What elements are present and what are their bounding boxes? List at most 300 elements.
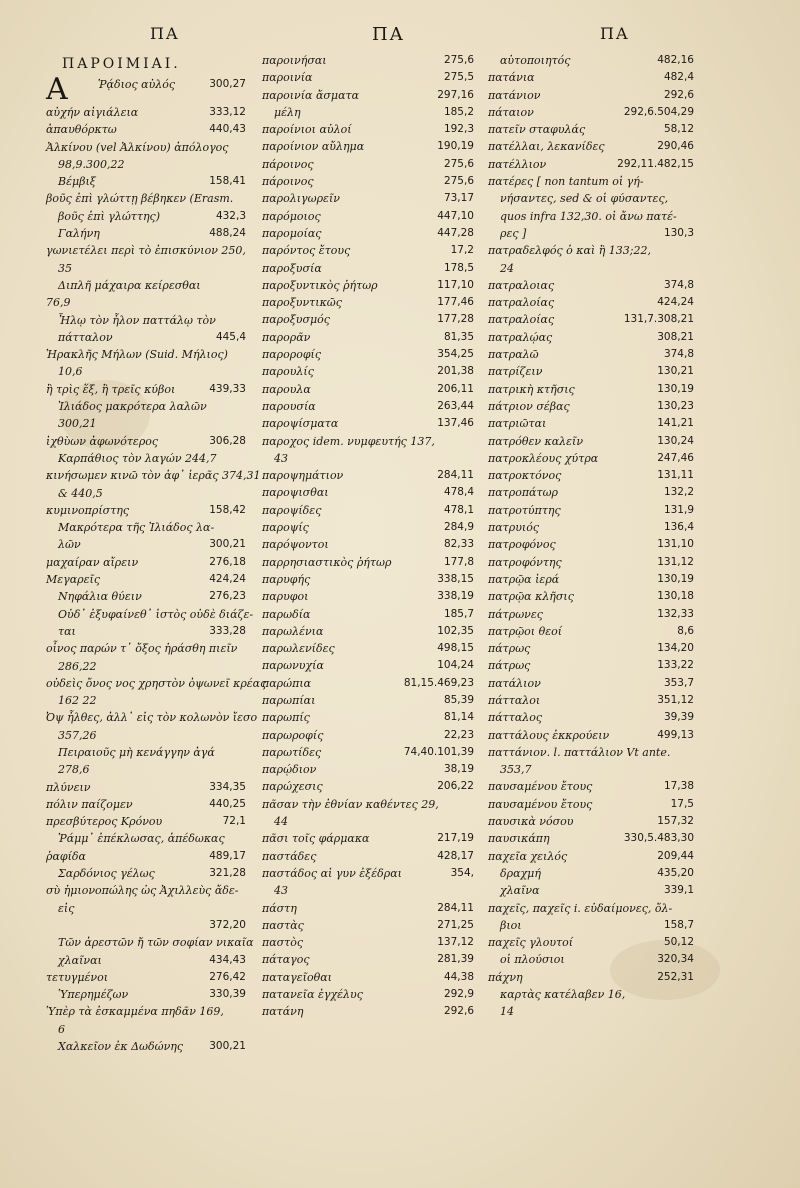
entry-term: Ῥάμμ᾽ ἐπέκλωσας, ἀπέδωκας: [58, 832, 225, 846]
entry-term: παυσαμένου ἔτους: [488, 780, 593, 794]
index-entry: [488, 761, 694, 778]
entry-term: μαχαίραν αἴρειν: [46, 555, 139, 569]
entry-reference: 353,7: [663, 676, 694, 689]
entry-reference: 499,13: [657, 728, 694, 741]
index-entry: [262, 121, 474, 138]
entry-term: παυσικὰ νόσου: [488, 815, 574, 829]
index-entry: [46, 536, 246, 553]
entry-term: νήσαντες, sed & οἱ φύσαντες,: [500, 192, 669, 206]
entry-term: πατραλῴας: [488, 330, 553, 344]
index-entry: [262, 761, 474, 778]
entry-reference: 432,3: [215, 209, 246, 222]
index-entry: [46, 588, 246, 605]
entry-term: πατρόθεν καλεῖν: [488, 434, 584, 448]
entry-term: αὐχήν αἰγιάλεια: [46, 106, 139, 119]
entry-term: καρτὰς κατέλαβεν 16,: [500, 988, 626, 1002]
entry-reference: [240, 1003, 246, 1020]
index-entry: [488, 121, 694, 138]
index-entry: [488, 796, 694, 813]
entry-reference: 209,44: [657, 849, 694, 862]
entry-term: παροψίς: [262, 521, 309, 535]
index-entry: [262, 727, 474, 744]
entry-reference: 130,3: [663, 226, 694, 239]
entry-reference: [240, 398, 246, 415]
entry-term: παροψίδες: [262, 503, 322, 517]
entry-reference: 300,21: [209, 1040, 246, 1053]
entry-term: παροίνιοι αὐλοί: [262, 123, 352, 137]
entry-reference: 17,38: [663, 780, 694, 793]
index-entry: [488, 951, 694, 968]
entry-term: 76,9: [46, 296, 71, 310]
entry-reference: 478,1: [443, 503, 474, 516]
entry-term: παρωδία: [262, 607, 311, 621]
entry-reference: 330,39: [209, 988, 246, 1001]
entry-reference: 81,14: [443, 711, 474, 724]
index-entry: [262, 484, 474, 501]
index-entry: [488, 415, 694, 432]
entry-term: παρωνυχία: [262, 659, 324, 673]
entry-term: πᾶσαν τὴν ἐθνίαν καθέντες 29,: [262, 797, 439, 811]
entry-term: πατροκτόνος: [488, 469, 562, 483]
entry-reference: 85,39: [443, 693, 474, 706]
entry-term: παστάδες: [262, 849, 317, 863]
index-entry: [46, 1021, 246, 1038]
entry-term: πάτρωνες: [488, 607, 543, 621]
entry-reference: 130,24: [657, 434, 694, 447]
index-entry: [262, 208, 474, 225]
index-entry: [46, 744, 246, 761]
entry-reference: 72,1: [222, 815, 246, 828]
entry-term: πατάνιον: [488, 88, 541, 102]
entry-reference: 498,15: [437, 642, 474, 655]
index-entry: [46, 830, 246, 847]
index-entry: [488, 294, 694, 311]
index-entry: [488, 640, 694, 657]
index-entry: [488, 882, 694, 899]
index-entry: [488, 865, 694, 882]
entry-term: παρομοίας: [262, 226, 322, 240]
index-entry: [488, 692, 694, 709]
running-head-center: ΠΑ: [372, 24, 405, 45]
entry-reference: [240, 830, 246, 847]
entry-reference: 130,23: [657, 399, 694, 412]
entry-term: παρουσία: [262, 399, 316, 413]
entry-term: 43: [274, 884, 288, 898]
index-entry: [46, 294, 246, 311]
entry-reference: [240, 658, 246, 675]
entry-term: παροξυσία: [262, 261, 322, 275]
entry-reference: [468, 450, 474, 467]
index-entry: [46, 761, 246, 778]
entry-term: Μεγαρεῖς: [46, 573, 101, 587]
index-entry: [488, 917, 694, 934]
entry-reference: [240, 900, 246, 917]
entry-reference: 424,24: [657, 296, 694, 309]
index-entry: [262, 709, 474, 726]
entry-term: Ἀλκίνου (vel Ἀλκίνου) ἀπόλογος: [46, 140, 229, 154]
entry-term: Ἦλῳ τὸν ἧλον παττάλῳ τὸν: [58, 313, 216, 327]
index-entry: [262, 554, 474, 571]
entry-reference: [468, 796, 474, 813]
index-entry: [488, 571, 694, 588]
entry-reference: 292,11.482,15: [617, 157, 694, 170]
entry-term: πατεῖν σταφυλάς: [488, 123, 586, 137]
index-column-1: [46, 72, 267, 1055]
index-entry: [262, 346, 474, 363]
index-entry: [46, 242, 246, 259]
index-entry: [488, 606, 694, 623]
entry-reference: 482,16: [657, 54, 694, 66]
entry-reference: [240, 450, 246, 467]
entry-reference: [240, 744, 246, 761]
entry-reference: 428,17: [437, 849, 474, 862]
index-entry: [46, 934, 254, 951]
index-entry: [488, 467, 694, 484]
entry-reference: 284,11: [437, 901, 474, 914]
entry-reference: 38,19: [443, 763, 474, 776]
entry-reference: 320,34: [657, 953, 694, 966]
index-entry: [46, 156, 246, 173]
entry-reference: 131,10: [657, 538, 694, 551]
entry-term: παχεῖα χειλός: [488, 849, 568, 863]
entry-term: πατροφόνος: [488, 538, 556, 552]
entry-reference: 58,12: [663, 123, 694, 136]
index-entry: [262, 951, 474, 968]
index-entry: [46, 485, 246, 502]
entry-term: παυσικάπη: [488, 832, 550, 846]
entry-term: ῥαφίδα: [46, 849, 86, 863]
entry-reference: 374,8: [663, 278, 694, 291]
index-entry: [46, 986, 246, 1003]
index-entry: [46, 848, 246, 865]
section-title: ΠΑΡΟΙΜΙΑΙ.: [62, 56, 181, 72]
entry-reference: 134,20: [657, 642, 694, 655]
entry-term: πάτρως: [488, 659, 531, 673]
index-entry: [46, 173, 246, 190]
entry-reference: 478,4: [443, 486, 474, 499]
index-entry: [488, 623, 694, 640]
entry-term: παρόμοιος: [262, 209, 321, 223]
entry-reference: 157,32: [657, 815, 694, 828]
entry-reference: 132,2: [663, 486, 694, 499]
entry-reference: [240, 190, 246, 207]
entry-term: Ὑπὲρ τὰ ἐσκαμμένα πηδᾶν 169,: [46, 1005, 224, 1019]
index-entry: [488, 208, 694, 225]
index-entry: [262, 52, 474, 69]
entry-term: παρυφής: [262, 572, 311, 586]
entry-term: πατροτύπτης: [488, 503, 561, 517]
index-entry: [262, 294, 474, 311]
index-entry: [262, 173, 474, 190]
index-entry: [46, 190, 246, 207]
index-entry: [262, 882, 474, 899]
entry-reference: [240, 312, 246, 329]
index-entry: [488, 52, 694, 69]
index-entry: [46, 398, 246, 415]
index-entry: [262, 381, 474, 398]
entry-term: 14: [500, 1005, 514, 1019]
entry-reference: 440,43: [209, 123, 246, 136]
entry-term: ἀπαυθόρκτω: [46, 123, 117, 137]
entry-term: γωνιετέλει περὶ τὸ ἐπισκύνιον 250,: [46, 244, 246, 258]
index-entry: [488, 900, 694, 917]
index-entry: [488, 986, 694, 1003]
index-entry: [488, 744, 694, 761]
index-entry: [46, 796, 246, 813]
entry-reference: 275,6: [443, 54, 474, 66]
index-entry: [262, 450, 474, 467]
index-entry: [262, 104, 474, 121]
entry-reference: [240, 260, 246, 277]
entry-reference: 300,21: [209, 538, 246, 551]
index-column-2: [262, 52, 474, 1021]
entry-reference: [240, 727, 246, 744]
entry-term: λῶν: [58, 538, 81, 552]
index-entry: [46, 433, 246, 450]
index-entry: [488, 225, 694, 242]
index-entry: [46, 502, 246, 519]
entry-term: παχεῖς, παχεῖς i. εὐδαίμονες, ὄλ-: [488, 901, 673, 915]
index-column-3: [488, 52, 694, 1021]
entry-reference: 482,4: [663, 71, 694, 84]
entry-reference: 178,5: [443, 261, 474, 274]
entry-term: βοῦς ἐπὶ γλώττης): [58, 209, 160, 223]
index-entry: [488, 311, 694, 328]
entry-reference: 297,16: [437, 88, 474, 101]
entry-reference: 374,8: [663, 348, 694, 361]
entry-reference: [468, 813, 474, 830]
index-entry: [262, 467, 474, 484]
entry-reference: [240, 761, 246, 778]
index-entry: [488, 934, 694, 951]
entry-reference: [240, 156, 246, 173]
index-entry: [46, 623, 246, 640]
entry-reference: 354,: [450, 866, 474, 879]
entry-term: παρυφοι: [262, 590, 309, 604]
entry-term: Σαρδόνιος γέλως: [58, 867, 155, 881]
entry-term: Ὑπερημέζων: [58, 988, 129, 1002]
entry-reference: [688, 761, 694, 778]
entry-term: πάταιον: [488, 105, 534, 119]
entry-reference: 247,46: [657, 451, 694, 464]
entry-reference: [240, 1021, 246, 1038]
index-entry: [262, 588, 474, 605]
index-entry: [46, 519, 246, 536]
entry-reference: 275,5: [443, 71, 474, 84]
index-entry: [488, 727, 694, 744]
entry-reference: [240, 485, 246, 502]
entry-reference: 17,2: [450, 244, 474, 257]
entry-reference: 185,2: [443, 105, 474, 118]
index-entry: [488, 398, 694, 415]
index-entry: [488, 87, 694, 104]
index-entry: [488, 675, 694, 692]
entry-term: παττάλους ἐκκρούειν: [488, 728, 610, 742]
index-entry: [46, 225, 246, 242]
entry-reference: 192,3: [443, 123, 474, 136]
entry-reference: 82,33: [443, 538, 474, 551]
entry-term: παρώπια: [262, 676, 312, 690]
entry-term: αὐτοποιητός: [500, 54, 571, 67]
entry-term: ται: [58, 624, 76, 638]
index-entry: [46, 917, 246, 934]
entry-reference: [688, 900, 694, 917]
entry-reference: [688, 744, 694, 761]
entry-term: παταγεῖοθαι: [262, 970, 332, 984]
entry-term: σὺ ἡμιονοπώλης ὡς Ἀχιλλεὺς ἄδε-: [46, 884, 239, 898]
entry-reference: [688, 190, 694, 207]
index-entry: [262, 830, 474, 847]
entry-reference: 292,6.504,29: [623, 105, 694, 118]
index-entry: [262, 260, 474, 277]
entry-term: ρες ]: [500, 226, 527, 240]
entry-reference: 131,7.308,21: [623, 313, 694, 326]
entry-reference: 281,39: [437, 953, 474, 966]
entry-reference: 338,15: [437, 572, 474, 585]
entry-reference: 488,24: [209, 227, 246, 240]
entry-reference: 292,6: [663, 88, 694, 101]
entry-reference: [240, 692, 246, 709]
entry-reference: 252,31: [657, 970, 694, 983]
entry-reference: 137,12: [437, 936, 474, 949]
entry-term: πατέλλιον: [488, 157, 547, 171]
index-entry: [488, 104, 694, 121]
entry-term: πατροπάτωρ: [488, 486, 559, 500]
entry-reference: 440,25: [209, 797, 246, 810]
entry-reference: 136,4: [663, 521, 694, 534]
entry-reference: 275,6: [443, 157, 474, 170]
index-entry: [488, 709, 694, 726]
entry-reference: 8,6: [677, 624, 694, 637]
index-entry: [46, 882, 246, 899]
index-entry: [46, 72, 246, 107]
entry-reference: 190,19: [437, 140, 474, 153]
entry-term: παρρησιαστικὸς ῥήτωρ: [262, 555, 392, 569]
entry-term: πατρίζειν: [488, 365, 543, 379]
entry-term: Χαλκεῖον ἐκ Δωδώνης: [58, 1040, 184, 1054]
index-entry: [46, 277, 246, 294]
entry-term: βιοι: [500, 918, 522, 932]
entry-term: πρεσβύτερος Κρόνου: [46, 815, 163, 829]
index-entry: [262, 865, 474, 882]
entry-reference: [240, 294, 246, 311]
entry-reference: [240, 519, 246, 536]
index-entry: [262, 138, 474, 155]
entry-reference: 44,38: [443, 970, 474, 983]
entry-term: 24: [500, 261, 514, 275]
index-entry: [488, 433, 694, 450]
entry-reference: 271,25: [437, 918, 474, 931]
entry-term: τετυγμένοι: [46, 970, 109, 984]
index-entry: [46, 692, 246, 709]
index-entry: [262, 1003, 474, 1020]
entry-reference: 284,9: [443, 521, 474, 534]
index-entry: [262, 917, 474, 934]
index-entry: [46, 727, 246, 744]
entry-reference: 177,28: [437, 313, 474, 326]
entry-reference: 141,21: [657, 417, 694, 430]
index-entry: [262, 571, 474, 588]
entry-term: παρωπίς: [262, 711, 310, 725]
entry-term: παρωλενίδες: [262, 642, 335, 656]
entry-reference: 439,33: [209, 382, 246, 395]
entry-term: χλαῖνα: [500, 884, 540, 898]
entry-reference: 330,5.483,30: [623, 832, 694, 845]
index-entry: [488, 363, 694, 380]
index-entry: [488, 778, 694, 795]
entry-reference: 130,19: [657, 572, 694, 585]
index-entry: [488, 588, 694, 605]
index-entry: [262, 900, 474, 917]
entry-term: 35: [58, 261, 72, 275]
entry-term: πάχνη: [488, 970, 523, 984]
entry-reference: 73,17: [443, 192, 474, 205]
index-entry: [488, 813, 694, 830]
entry-reference: 130,18: [657, 590, 694, 603]
index-entry: [488, 484, 694, 501]
index-entry: [46, 104, 246, 121]
index-entry: [46, 658, 246, 675]
index-entry: [262, 156, 474, 173]
index-entry: [46, 865, 246, 882]
index-entry: [262, 363, 474, 380]
entry-term: παστὸς: [262, 936, 304, 950]
entry-term: οἶνος παρών τ᾽ ὄξος ἠράσθη πιεῖν: [46, 642, 238, 656]
entry-term: παροξυντικῶς: [262, 296, 342, 310]
entry-reference: [688, 986, 694, 1003]
entry-reference: 321,28: [209, 867, 246, 880]
entry-term: εἰς: [58, 901, 75, 915]
entry-term: παρωροφίς: [262, 728, 324, 742]
index-entry: [262, 415, 474, 432]
entry-term: παρορᾶν: [262, 330, 311, 344]
entry-reference: 177,46: [437, 296, 474, 309]
entry-term: παρωπίαι: [262, 693, 316, 707]
entry-term: πατραλοιας: [488, 278, 555, 292]
entry-term: πατέρες [ non tantum οἱ γή-: [488, 175, 644, 189]
entry-term: πατέλλαι, λεκανίδες: [488, 140, 605, 154]
index-entry: [262, 848, 474, 865]
entry-term: ἢ τρὶς ἕξ, ἢ τρεῖς κύβοι: [46, 382, 176, 396]
entry-term: παρωλένια: [262, 624, 324, 638]
index-entry: [488, 156, 694, 173]
entry-term: πᾶσι τοῖς φάρμακα: [262, 832, 370, 846]
index-entry: [262, 778, 474, 795]
entry-term: κινήσωμεν κινῶ τὸν ἀφ᾽ ἱερᾶς 374,31: [46, 469, 261, 483]
entry-reference: 132,33: [657, 607, 694, 620]
entry-reference: [240, 139, 246, 156]
index-entry: [46, 571, 246, 588]
index-entry: [46, 381, 246, 398]
index-entry: [488, 830, 694, 847]
index-entry: [46, 554, 246, 571]
index-entry: [46, 952, 246, 969]
entry-term: παστάδος αἱ γυν ἐξέδραι: [262, 866, 402, 880]
index-entry: [262, 536, 474, 553]
entry-term: Μακρότερα τῆς Ἰλιάδος λα-: [58, 521, 215, 535]
entry-term: Νηφάλια θύειν: [58, 590, 142, 604]
entry-term: πάτρως: [488, 642, 531, 656]
index-entry: [46, 779, 246, 796]
index-entry: [488, 277, 694, 294]
index-entry: [262, 744, 474, 761]
index-entry: [488, 381, 694, 398]
entry-reference: 158,42: [209, 503, 246, 516]
entry-term: Καρπάθιος τὸν λαγών 244,7: [58, 451, 217, 465]
entry-reference: 447,28: [437, 226, 474, 239]
entry-reference: 133,22: [657, 659, 694, 672]
index-entry: [46, 312, 246, 329]
